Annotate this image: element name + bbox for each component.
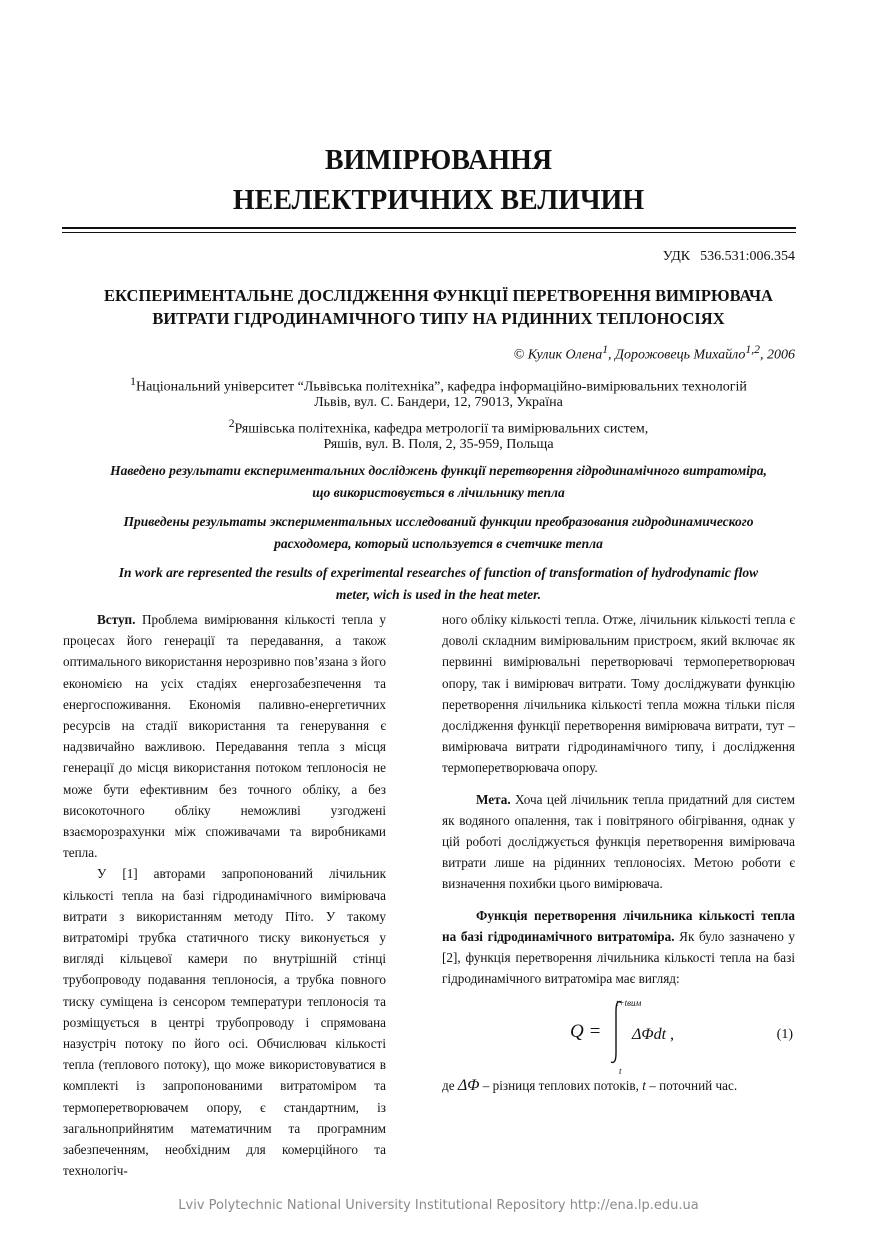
abstract-english-line-2: meter, wich is used in the heat meter. <box>335 587 542 602</box>
abstract-ukrainian-line-1: Наведено результати експериментальних досліджень функції перетворення гідродинамічного витратоміра, <box>110 463 767 478</box>
section-title-line-1: ВИМІРЮВАННЯ <box>324 145 553 176</box>
conversion-function-paragraph <box>442 905 795 990</box>
equation-number: (1) <box>776 1027 793 1043</box>
body-column-left <box>63 609 386 1181</box>
section-title-line-2: НЕЕЛЕКТРИЧНИХ ВЕЛИЧИН <box>232 185 645 216</box>
affiliation-1-line-2: Львів, вул. С. Бандери, 12, 79013, Україна <box>314 395 563 410</box>
body-column-right <box>442 609 795 1097</box>
where-middle: – різниця теплових потоків, <box>479 1078 643 1094</box>
abstract-russian-line-1: Приведены результаты экспериментальных исследований функции преобразования гидродинамического <box>123 514 754 529</box>
author-1-affil-mark: 1 <box>602 343 609 356</box>
abstract-ukrainian-line-2: що використовується в лічильнику тепла <box>312 485 565 500</box>
section-title <box>0 141 877 221</box>
authors-line <box>514 343 795 364</box>
paper-title-line-2: ВИТРАТИ ГІДРОДИНАМІЧНОГО ТИПУ НА РІДИННИХ ТЕПЛОНОСІЯХ <box>152 309 725 328</box>
formula-1 <box>442 995 795 1075</box>
formula-lhs: Q = <box>570 1021 602 1043</box>
affiliation-1-text: Національний університет “Львівська політехніка”, кафедра інформаційно-вимірювальних технологій <box>135 379 747 395</box>
formula-lower-limit: t <box>619 1066 622 1077</box>
copyright-year: , 2006 <box>760 347 795 363</box>
aim-text: Хоча цей лічильник тепла придатний для систем як водяного опалення, так і повітряного обігрівання, однак у цій роботі досліджується функція перетворення вимірювача витрати лише на рідинних теплоносіях. Метою роботи є визначення похибки цього вимірювача. <box>442 791 795 892</box>
aim-heading: Мета. <box>476 791 511 807</box>
time-symbol: t <box>642 1078 646 1094</box>
conversion-function-heading: Функція перетворення лічильника кількості тепла на базі гідродинамічного витратоміра. <box>442 907 795 944</box>
abstract-english <box>55 562 822 606</box>
abstract-russian-line-2: расходомера, который используется в счетчике тепла <box>274 536 603 551</box>
methods-paragraph: У [1] авторами запропонований лічильник кількості тепла на базі гідродинамічного вимірювача витрати з використанням методу Піто. У такому витратомірі трубка статичного тиску виконується у вигляді кільцевої камери по внутрішній стінці трубопроводу подавання теплоносія, а трубка повного тиску суміщена із сенсором температури теплоносія та розміщується в центрі трубопроводу і спрямована назустріч потоку по його осі. Обчислювач кількості тепла (теплового потоку), що може використовуватися в комплекті із запропонованими витратоміром та термоперетворювачем опору, є стандартним, із загальноприйнятим математичним та програмним забезпеченням, необхідним для комерційного та технологіч- <box>63 866 386 1179</box>
abstract-english-line-1: In work are represented the results of experimental researches of function of transformation of hydrodynamic flow <box>118 565 759 580</box>
paper-title-line-1: ЕКСПЕРИМЕНТАЛЬНЕ ДОСЛІДЖЕННЯ ФУНКЦІЇ ПЕРЕТВОРЕННЯ ВИМІРЮВАЧА <box>104 286 773 305</box>
author-2-name: , Дорожовець Михайло <box>608 347 746 363</box>
intro-paragraph <box>63 609 386 863</box>
affiliation-2-text: Ряшівська політехніка, кафедра метрології та вимірювальних систем, <box>234 421 649 437</box>
aim-paragraph <box>442 789 795 895</box>
author-2-affil-mark: 1,2 <box>745 343 760 356</box>
formula-upper-limit: t+tвим <box>616 998 642 1009</box>
udc-label: УДК <box>662 249 691 264</box>
udc-line <box>663 249 795 265</box>
affiliation-2-mark: 2 <box>228 417 235 430</box>
paper-title <box>40 284 837 330</box>
methods-paragraph-continued: ного обліку кількості тепла. Отже, лічильник кількості тепла є доволі складним вимірювальним пристроєм, який включає як первинні вимірювальні перетворювачі термоперетворювач опору, так і вимірювач витрати. Тому досліджувати функцію перетворення лічильника кількості тепла можна тільки після дослідження функції перетворення вимірювача витрати, тут – вимірювача витрати гідродинамічного типу, і дослідження термоперетворювача опору. <box>442 612 795 776</box>
affiliation-1-mark: 1 <box>130 375 136 388</box>
delta-phi-symbol: ΔΦ <box>457 1077 480 1095</box>
header-rule-thick <box>62 227 796 229</box>
udc-code: 536.531:006.354 <box>700 249 795 264</box>
formula-integrand: ΔΦdt , <box>632 1026 675 1044</box>
repository-footer: Lviv Polytechnic National University Institutional Repository http://ena.lp.edu.ua <box>178 1198 699 1213</box>
author-1-name: © Кулик Олена <box>513 347 603 363</box>
intro-text: Проблема вимірювання кількості тепла у процесах його генерації та передавання, а також оптимального використання нерозривно пов’язана з його економією на усіх стадіях енергозабезпечення та енергоспоживання. Економія паливно-енергетичних ресурсів на стадії використання та генерування є надзвичайно важливою. Передавання тепла з місця генерації до місця використання потоком теплоносія не може бути ефективним без точного обліку, а без високоточного обліку неможливі узгоджені взаєморозрахунки між споживачами та виробниками тепла. <box>63 612 386 861</box>
intro-heading: Вступ. <box>97 612 136 627</box>
abstract-ukrainian <box>55 460 822 504</box>
where-prefix: де <box>442 1078 458 1094</box>
affiliation-2-line-2: Ряшів, вул. В. Поля, 2, 35-959, Польща <box>323 437 554 452</box>
header-rule-thin <box>62 232 796 233</box>
abstract-russian <box>55 511 822 555</box>
where-suffix: – поточний час. <box>645 1078 738 1094</box>
conversion-function-text: Як було зазначено у [2], функція перетворення лічильника кількості тепла на базі гідродинамічного витратоміра має вигляд: <box>442 928 795 987</box>
